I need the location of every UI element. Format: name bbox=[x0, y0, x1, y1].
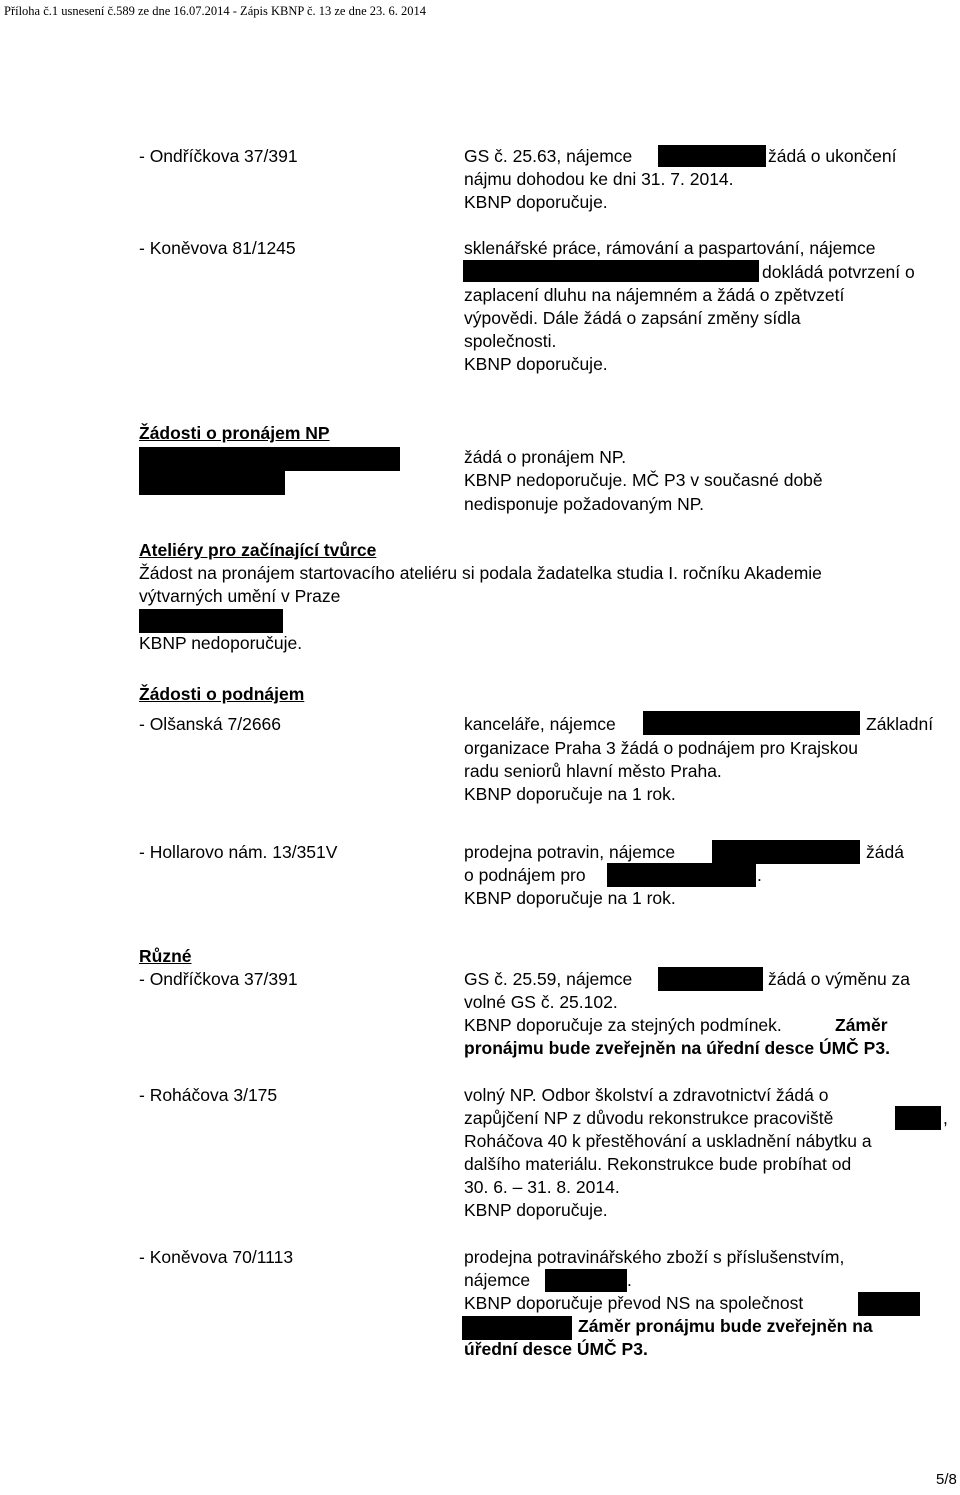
text-line: KBNP doporučuje převod NS na společnost bbox=[464, 1293, 804, 1313]
text-line: 30. 6. – 31. 8. 2014. bbox=[464, 1177, 620, 1197]
text-line: nájemce bbox=[464, 1270, 531, 1290]
text-line: výtvarných umění v Praze bbox=[139, 586, 341, 606]
text-line: Roháčova 40 k přestěhování a uskladnění nábytku a bbox=[464, 1131, 872, 1151]
address-konevova-81: - Koněvova 81/1245 bbox=[139, 238, 296, 258]
address-rohacova: - Roháčova 3/175 bbox=[139, 1085, 278, 1105]
text-line: prodejna potravin, nájemce bbox=[464, 842, 676, 862]
address-hollarovo: - Hollarovo nám. 13/351V bbox=[139, 842, 338, 862]
section-heading-ateliery: Ateliéry pro začínající tvůrce bbox=[139, 540, 377, 560]
redaction bbox=[658, 967, 763, 991]
redaction bbox=[658, 145, 766, 167]
text-line: KBNP doporučuje. bbox=[464, 354, 608, 374]
text-line: zaplacení dluhu na nájemném a žádá o zpětvzetí bbox=[464, 285, 845, 305]
text-line: KBNP doporučuje. bbox=[464, 1200, 608, 1220]
redaction bbox=[139, 471, 285, 495]
text-line: KBNP doporučuje. bbox=[464, 192, 608, 212]
text-line: prodejna potravinářského zboží s příslušenstvím, bbox=[464, 1247, 845, 1267]
address-konevova-70: - Koněvova 70/1113 bbox=[139, 1247, 294, 1267]
text-line: dalšího materiálu. Rekonstrukce bude probíhat od bbox=[464, 1154, 852, 1174]
text-line: KBNP doporučuje na 1 rok. bbox=[464, 784, 676, 804]
text-line: sklenářské práce, rámování a paspartování, nájemce bbox=[464, 238, 876, 258]
redaction bbox=[895, 1106, 941, 1130]
redaction bbox=[462, 1316, 572, 1340]
text-line-bold: úřední desce ÚMČ P3. bbox=[464, 1339, 648, 1359]
address-ondrickova-1: - Ondříčkova 37/391 bbox=[139, 146, 298, 166]
redaction bbox=[712, 840, 860, 864]
text-line: o podnájem pro bbox=[464, 865, 586, 885]
text-line: žádá o pronájem NP. bbox=[464, 447, 627, 467]
page-number: 5/8 bbox=[936, 1471, 957, 1488]
address-ondrickova-2: - Ondříčkova 37/391 bbox=[139, 969, 298, 989]
text-line: výpovědi. Dále žádá o zapsání změny sídla bbox=[464, 308, 801, 328]
address-olsanska: - Olšanská 7/2666 bbox=[139, 714, 282, 734]
text-line: nedisponuje požadovaným NP. bbox=[464, 494, 704, 514]
redaction bbox=[139, 609, 283, 633]
redaction bbox=[643, 711, 860, 735]
text-line: žádá o výměnu za bbox=[768, 969, 911, 989]
redaction bbox=[139, 447, 400, 471]
redaction bbox=[463, 260, 759, 282]
text-line: organizace Praha 3 žádá o podnájem pro Krajskou bbox=[464, 738, 858, 758]
text-line: dokládá potvrzení o bbox=[762, 262, 915, 282]
section-heading-ruzne: Různé bbox=[139, 946, 192, 966]
text-line: KBNP doporučuje na 1 rok. bbox=[464, 888, 676, 908]
text-line-bold: pronájmu bude zveřejněn na úřední desce ÚMČ P3. bbox=[464, 1038, 890, 1058]
text-line: , bbox=[943, 1108, 948, 1128]
text-line: kanceláře, nájemce bbox=[464, 714, 616, 734]
text-line-bold: Záměr pronájmu bude zveřejněn na bbox=[578, 1316, 873, 1336]
text-line: KBNP doporučuje za stejných podmínek. bbox=[464, 1015, 782, 1035]
text-line: žádá o ukončení bbox=[768, 146, 897, 166]
text-line: GS č. 25.59, nájemce bbox=[464, 969, 633, 989]
text-line: . bbox=[757, 865, 762, 885]
text-line: radu seniorů hlavní město Praha. bbox=[464, 761, 722, 781]
text-line: společnosti. bbox=[464, 331, 557, 351]
section-heading-podnajem: Žádosti o podnájem bbox=[139, 684, 305, 704]
text-line: nájmu dohodou ke dni 31. 7. 2014. bbox=[464, 169, 734, 189]
redaction bbox=[858, 1292, 920, 1316]
redaction bbox=[545, 1269, 627, 1292]
text-line: Základní bbox=[866, 714, 934, 734]
text-line: zapůjčení NP z důvodu rekonstrukce pracoviště bbox=[464, 1108, 834, 1128]
section-heading-pronajem: Žádosti o pronájem NP bbox=[139, 423, 330, 443]
text-line: KBNP nedoporučuje. bbox=[139, 633, 303, 653]
text-line: volný NP. Odbor školství a zdravotnictví žádá o bbox=[464, 1085, 829, 1105]
text-line: GS č. 25.63, nájemce bbox=[464, 146, 633, 166]
text-line: . bbox=[627, 1270, 632, 1290]
redaction bbox=[607, 863, 756, 887]
text-line-bold: Záměr bbox=[835, 1015, 888, 1035]
text-line: KBNP nedoporučuje. MČ P3 v současné době bbox=[464, 470, 823, 490]
page-header: Příloha č.1 usnesení č.589 ze dne 16.07.2014 - Zápis KBNP č. 13 ze dne 23. 6. 2014 bbox=[4, 4, 427, 18]
text-line: volné GS č. 25.102. bbox=[464, 992, 618, 1012]
text-line: Žádost na pronájem startovacího ateliéru si podala žadatelka studia I. ročníku Akademie bbox=[139, 563, 822, 583]
text-line: žádá bbox=[866, 842, 904, 862]
